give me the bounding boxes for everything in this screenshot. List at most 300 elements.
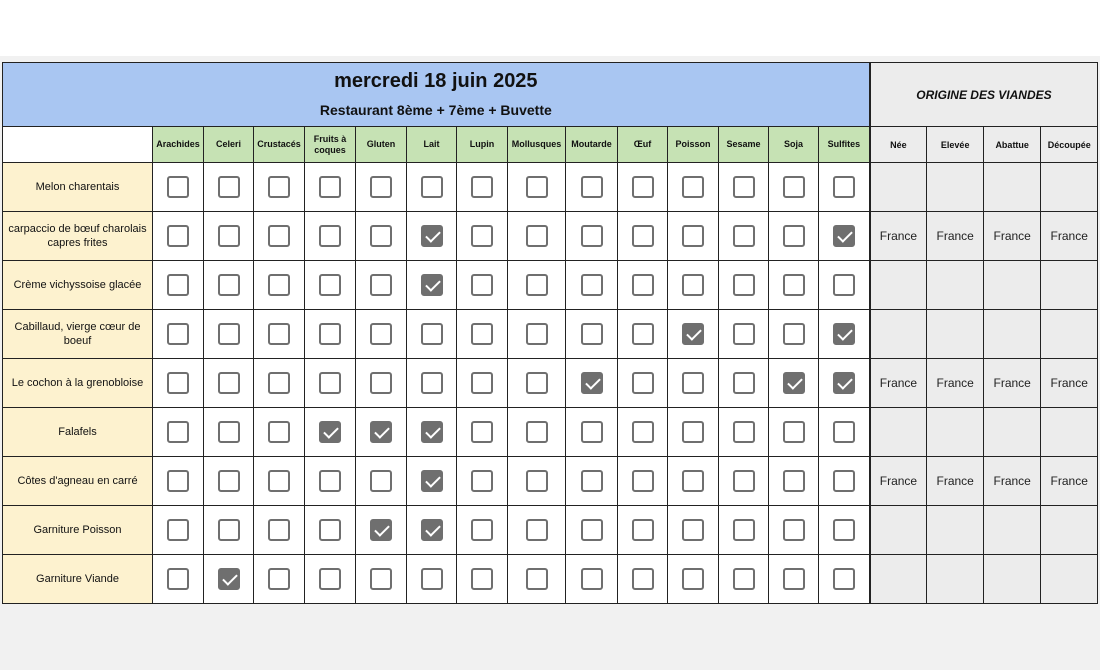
allergen-cell-mollusques bbox=[508, 261, 566, 310]
unchecked-checkbox-icon[interactable] bbox=[268, 568, 290, 590]
allergen-header-gluten: Gluten bbox=[356, 127, 407, 163]
origin-cell-decoupee bbox=[1041, 163, 1098, 212]
unchecked-checkbox-icon[interactable] bbox=[526, 323, 548, 345]
unchecked-checkbox-icon[interactable] bbox=[581, 568, 603, 590]
unchecked-checkbox-icon[interactable] bbox=[581, 519, 603, 541]
unchecked-checkbox-icon[interactable] bbox=[783, 176, 805, 198]
dish-name: Crème vichyssoise glacée bbox=[3, 261, 153, 310]
unchecked-checkbox-icon[interactable] bbox=[370, 568, 392, 590]
title-cell bbox=[3, 63, 870, 127]
origin-cell-nee bbox=[870, 506, 927, 555]
origin-cell-abattue bbox=[984, 163, 1041, 212]
dish-name: Garniture Poisson bbox=[3, 506, 153, 555]
origin-title: ORIGINE DES VIANDES bbox=[870, 63, 1098, 127]
allergen-cell-sulfites bbox=[819, 457, 870, 506]
allergen-cell-crustaces bbox=[254, 506, 305, 555]
unchecked-checkbox-icon[interactable] bbox=[218, 323, 240, 345]
table-row bbox=[3, 212, 1098, 261]
checked-checkbox-icon[interactable] bbox=[370, 519, 392, 541]
checked-checkbox-icon[interactable] bbox=[421, 274, 443, 296]
unchecked-checkbox-icon[interactable] bbox=[319, 470, 341, 492]
allergen-header-poisson: Poisson bbox=[668, 127, 719, 163]
allergen-cell-moutarde bbox=[566, 408, 618, 457]
unchecked-checkbox-icon[interactable] bbox=[783, 519, 805, 541]
unchecked-checkbox-icon[interactable] bbox=[319, 225, 341, 247]
unchecked-checkbox-icon[interactable] bbox=[581, 421, 603, 443]
allergen-cell-crustaces bbox=[254, 457, 305, 506]
allergen-cell-poisson bbox=[668, 408, 719, 457]
allergen-header-moutarde: Moutarde bbox=[566, 127, 618, 163]
unchecked-checkbox-icon[interactable] bbox=[581, 323, 603, 345]
unchecked-checkbox-icon[interactable] bbox=[319, 176, 341, 198]
unchecked-checkbox-icon[interactable] bbox=[167, 519, 189, 541]
dish-name: Cabillaud, vierge cœur de boeuf bbox=[3, 310, 153, 359]
unchecked-checkbox-icon[interactable] bbox=[783, 470, 805, 492]
allergen-cell-fruits-a-coques bbox=[305, 555, 356, 604]
allergen-cell-arachides bbox=[153, 261, 204, 310]
unchecked-checkbox-icon[interactable] bbox=[218, 421, 240, 443]
allergen-cell-arachides bbox=[153, 212, 204, 261]
allergen-cell-oeuf bbox=[618, 457, 668, 506]
checked-checkbox-icon[interactable] bbox=[682, 323, 704, 345]
allergen-cell-oeuf bbox=[618, 212, 668, 261]
allergen-cell-lupin bbox=[457, 457, 508, 506]
unchecked-checkbox-icon[interactable] bbox=[471, 568, 493, 590]
unchecked-checkbox-icon[interactable] bbox=[632, 323, 654, 345]
allergen-cell-sulfites bbox=[819, 359, 870, 408]
origin-cell-elevee: France bbox=[927, 359, 984, 408]
unchecked-checkbox-icon[interactable] bbox=[218, 372, 240, 394]
allergen-header-soja: Soja bbox=[769, 127, 819, 163]
unchecked-checkbox-icon[interactable] bbox=[421, 176, 443, 198]
allergen-cell-gluten bbox=[356, 261, 407, 310]
unchecked-checkbox-icon[interactable] bbox=[581, 470, 603, 492]
origin-header-elevee: Elevée bbox=[927, 127, 984, 163]
unchecked-checkbox-icon[interactable] bbox=[783, 323, 805, 345]
allergen-cell-soja bbox=[769, 261, 819, 310]
allergen-cell-gluten bbox=[356, 555, 407, 604]
unchecked-checkbox-icon[interactable] bbox=[833, 421, 855, 443]
origin-cell-nee bbox=[870, 261, 927, 310]
allergen-cell-soja bbox=[769, 163, 819, 212]
allergen-cell-soja bbox=[769, 506, 819, 555]
origin-cell-nee: France bbox=[870, 359, 927, 408]
origin-cell-abattue bbox=[984, 506, 1041, 555]
unchecked-checkbox-icon[interactable] bbox=[783, 568, 805, 590]
unchecked-checkbox-icon[interactable] bbox=[268, 176, 290, 198]
dish-header-blank bbox=[3, 127, 153, 163]
allergen-header-sulfites: Sulfites bbox=[819, 127, 870, 163]
origin-cell-elevee bbox=[927, 555, 984, 604]
unchecked-checkbox-icon[interactable] bbox=[581, 176, 603, 198]
origin-cell-decoupee bbox=[1041, 261, 1098, 310]
origin-cell-abattue bbox=[984, 261, 1041, 310]
allergen-cell-soja bbox=[769, 212, 819, 261]
checked-checkbox-icon[interactable] bbox=[783, 372, 805, 394]
allergen-header-mollusques: Mollusques bbox=[508, 127, 566, 163]
allergen-cell-poisson bbox=[668, 261, 719, 310]
unchecked-checkbox-icon[interactable] bbox=[268, 372, 290, 394]
allergen-cell-sesame bbox=[719, 408, 769, 457]
origin-cell-decoupee: France bbox=[1041, 212, 1098, 261]
unchecked-checkbox-icon[interactable] bbox=[632, 519, 654, 541]
unchecked-checkbox-icon[interactable] bbox=[833, 274, 855, 296]
unchecked-checkbox-icon[interactable] bbox=[370, 470, 392, 492]
origin-cell-elevee bbox=[927, 163, 984, 212]
unchecked-checkbox-icon[interactable] bbox=[783, 421, 805, 443]
unchecked-checkbox-icon[interactable] bbox=[218, 225, 240, 247]
allergen-cell-celeri bbox=[204, 506, 254, 555]
origin-cell-decoupee bbox=[1041, 408, 1098, 457]
unchecked-checkbox-icon[interactable] bbox=[733, 225, 755, 247]
origin-cell-nee bbox=[870, 310, 927, 359]
unchecked-checkbox-icon[interactable] bbox=[319, 519, 341, 541]
unchecked-checkbox-icon[interactable] bbox=[167, 176, 189, 198]
unchecked-checkbox-icon[interactable] bbox=[526, 225, 548, 247]
unchecked-checkbox-icon[interactable] bbox=[833, 568, 855, 590]
unchecked-checkbox-icon[interactable] bbox=[471, 421, 493, 443]
origin-cell-nee bbox=[870, 555, 927, 604]
unchecked-checkbox-icon[interactable] bbox=[471, 225, 493, 247]
allergen-cell-lupin bbox=[457, 555, 508, 604]
unchecked-checkbox-icon[interactable] bbox=[682, 519, 704, 541]
dish-name: Côtes d'agneau en carré bbox=[3, 457, 153, 506]
unchecked-checkbox-icon[interactable] bbox=[167, 274, 189, 296]
allergen-cell-gluten bbox=[356, 359, 407, 408]
allergen-cell-lait bbox=[407, 506, 457, 555]
unchecked-checkbox-icon[interactable] bbox=[632, 568, 654, 590]
allergen-cell-sesame bbox=[719, 163, 769, 212]
unchecked-checkbox-icon[interactable] bbox=[682, 274, 704, 296]
allergen-header-fruits-a-coques: Fruits à coques bbox=[305, 127, 356, 163]
unchecked-checkbox-icon[interactable] bbox=[370, 176, 392, 198]
dish-rows bbox=[3, 163, 1098, 604]
dish-name: Garniture Viande bbox=[3, 555, 153, 604]
allergen-cell-celeri bbox=[204, 261, 254, 310]
unchecked-checkbox-icon[interactable] bbox=[471, 372, 493, 394]
allergen-cell-lupin bbox=[457, 359, 508, 408]
allergen-cell-mollusques bbox=[508, 310, 566, 359]
allergen-header-celeri: Celeri bbox=[204, 127, 254, 163]
unchecked-checkbox-icon[interactable] bbox=[682, 176, 704, 198]
unchecked-checkbox-icon[interactable] bbox=[167, 323, 189, 345]
unchecked-checkbox-icon[interactable] bbox=[783, 274, 805, 296]
allergen-cell-gluten bbox=[356, 163, 407, 212]
allergen-cell-sesame bbox=[719, 359, 769, 408]
unchecked-checkbox-icon[interactable] bbox=[370, 225, 392, 247]
allergen-cell-arachides bbox=[153, 506, 204, 555]
unchecked-checkbox-icon[interactable] bbox=[526, 274, 548, 296]
allergen-cell-mollusques bbox=[508, 212, 566, 261]
unchecked-checkbox-icon[interactable] bbox=[268, 470, 290, 492]
unchecked-checkbox-icon[interactable] bbox=[471, 519, 493, 541]
allergen-cell-fruits-a-coques bbox=[305, 359, 356, 408]
unchecked-checkbox-icon[interactable] bbox=[218, 519, 240, 541]
unchecked-checkbox-icon[interactable] bbox=[167, 421, 189, 443]
allergen-cell-gluten bbox=[356, 212, 407, 261]
table-row bbox=[3, 359, 1098, 408]
unchecked-checkbox-icon[interactable] bbox=[471, 176, 493, 198]
unchecked-checkbox-icon[interactable] bbox=[268, 274, 290, 296]
unchecked-checkbox-icon[interactable] bbox=[471, 274, 493, 296]
unchecked-checkbox-icon[interactable] bbox=[421, 568, 443, 590]
unchecked-checkbox-icon[interactable] bbox=[632, 176, 654, 198]
allergen-cell-lupin bbox=[457, 408, 508, 457]
unchecked-checkbox-icon[interactable] bbox=[218, 176, 240, 198]
allergen-cell-sesame bbox=[719, 457, 769, 506]
allergen-cell-gluten bbox=[356, 506, 407, 555]
origin-cell-abattue: France bbox=[984, 359, 1041, 408]
allergen-cell-oeuf bbox=[618, 555, 668, 604]
unchecked-checkbox-icon[interactable] bbox=[526, 176, 548, 198]
unchecked-checkbox-icon[interactable] bbox=[319, 372, 341, 394]
allergen-cell-arachides bbox=[153, 457, 204, 506]
allergen-cell-lait bbox=[407, 310, 457, 359]
allergen-cell-gluten bbox=[356, 408, 407, 457]
allergen-cell-celeri bbox=[204, 163, 254, 212]
allergen-cell-crustaces bbox=[254, 310, 305, 359]
checked-checkbox-icon[interactable] bbox=[833, 372, 855, 394]
origin-cell-decoupee: France bbox=[1041, 457, 1098, 506]
allergen-cell-moutarde bbox=[566, 359, 618, 408]
unchecked-checkbox-icon[interactable] bbox=[526, 568, 548, 590]
unchecked-checkbox-icon[interactable] bbox=[268, 323, 290, 345]
allergen-cell-lupin bbox=[457, 310, 508, 359]
unchecked-checkbox-icon[interactable] bbox=[632, 421, 654, 443]
unchecked-checkbox-icon[interactable] bbox=[581, 225, 603, 247]
allergen-cell-lait bbox=[407, 457, 457, 506]
unchecked-checkbox-icon[interactable] bbox=[733, 470, 755, 492]
unchecked-checkbox-icon[interactable] bbox=[632, 372, 654, 394]
allergen-cell-oeuf bbox=[618, 408, 668, 457]
origin-cell-abattue: France bbox=[984, 212, 1041, 261]
unchecked-checkbox-icon[interactable] bbox=[733, 421, 755, 443]
origin-cell-decoupee bbox=[1041, 310, 1098, 359]
allergen-cell-sesame bbox=[719, 310, 769, 359]
table-row bbox=[3, 408, 1098, 457]
dish-name: carpaccio de bœuf charolais capres frites bbox=[3, 212, 153, 261]
allergen-cell-soja bbox=[769, 359, 819, 408]
allergen-cell-moutarde bbox=[566, 506, 618, 555]
allergen-cell-sulfites bbox=[819, 212, 870, 261]
unchecked-checkbox-icon[interactable] bbox=[526, 470, 548, 492]
unchecked-checkbox-icon[interactable] bbox=[733, 274, 755, 296]
allergen-cell-lupin bbox=[457, 163, 508, 212]
allergen-cell-crustaces bbox=[254, 261, 305, 310]
allergen-cell-celeri bbox=[204, 555, 254, 604]
allergen-cell-arachides bbox=[153, 555, 204, 604]
allergen-cell-sulfites bbox=[819, 506, 870, 555]
allergen-cell-crustaces bbox=[254, 212, 305, 261]
unchecked-checkbox-icon[interactable] bbox=[471, 323, 493, 345]
origin-cell-abattue: France bbox=[984, 457, 1041, 506]
checked-checkbox-icon[interactable] bbox=[421, 421, 443, 443]
allergen-cell-crustaces bbox=[254, 555, 305, 604]
origin-header-abattue: Abattue bbox=[984, 127, 1041, 163]
column-header-row bbox=[3, 127, 1098, 163]
origin-cell-elevee bbox=[927, 408, 984, 457]
allergen-cell-sesame bbox=[719, 555, 769, 604]
checked-checkbox-icon[interactable] bbox=[319, 421, 341, 443]
allergen-cell-lait bbox=[407, 555, 457, 604]
unchecked-checkbox-icon[interactable] bbox=[733, 176, 755, 198]
checked-checkbox-icon[interactable] bbox=[421, 470, 443, 492]
unchecked-checkbox-icon[interactable] bbox=[833, 176, 855, 198]
allergen-cell-crustaces bbox=[254, 408, 305, 457]
origin-cell-nee: France bbox=[870, 457, 927, 506]
allergen-cell-poisson bbox=[668, 212, 719, 261]
allergen-cell-mollusques bbox=[508, 359, 566, 408]
unchecked-checkbox-icon[interactable] bbox=[682, 568, 704, 590]
unchecked-checkbox-icon[interactable] bbox=[833, 519, 855, 541]
unchecked-checkbox-icon[interactable] bbox=[526, 372, 548, 394]
dish-name: Le cochon à la grenobloise bbox=[3, 359, 153, 408]
origin-cell-elevee: France bbox=[927, 457, 984, 506]
unchecked-checkbox-icon[interactable] bbox=[733, 323, 755, 345]
allergen-cell-poisson bbox=[668, 163, 719, 212]
unchecked-checkbox-icon[interactable] bbox=[733, 519, 755, 541]
unchecked-checkbox-icon[interactable] bbox=[268, 519, 290, 541]
unchecked-checkbox-icon[interactable] bbox=[682, 421, 704, 443]
unchecked-checkbox-icon[interactable] bbox=[471, 470, 493, 492]
table-row bbox=[3, 310, 1098, 359]
unchecked-checkbox-icon[interactable] bbox=[632, 470, 654, 492]
allergen-cell-celeri bbox=[204, 359, 254, 408]
origin-cell-abattue bbox=[984, 310, 1041, 359]
allergen-cell-mollusques bbox=[508, 457, 566, 506]
unchecked-checkbox-icon[interactable] bbox=[526, 519, 548, 541]
allergen-cell-fruits-a-coques bbox=[305, 310, 356, 359]
unchecked-checkbox-icon[interactable] bbox=[733, 372, 755, 394]
allergen-cell-oeuf bbox=[618, 506, 668, 555]
allergen-cell-crustaces bbox=[254, 163, 305, 212]
allergen-cell-sesame bbox=[719, 506, 769, 555]
unchecked-checkbox-icon[interactable] bbox=[421, 323, 443, 345]
checked-checkbox-icon[interactable] bbox=[370, 421, 392, 443]
origin-cell-abattue bbox=[984, 408, 1041, 457]
unchecked-checkbox-icon[interactable] bbox=[421, 372, 443, 394]
allergen-cell-sulfites bbox=[819, 163, 870, 212]
unchecked-checkbox-icon[interactable] bbox=[268, 421, 290, 443]
checked-checkbox-icon[interactable] bbox=[833, 225, 855, 247]
origin-cell-nee bbox=[870, 163, 927, 212]
allergen-cell-moutarde bbox=[566, 261, 618, 310]
table-row bbox=[3, 457, 1098, 506]
allergen-header-arachides: Arachides bbox=[153, 127, 204, 163]
origin-cell-elevee bbox=[927, 310, 984, 359]
allergen-header-lait: Lait bbox=[407, 127, 457, 163]
allergen-cell-mollusques bbox=[508, 555, 566, 604]
unchecked-checkbox-icon[interactable] bbox=[733, 568, 755, 590]
allergen-cell-sulfites bbox=[819, 408, 870, 457]
table-row bbox=[3, 506, 1098, 555]
allergen-cell-fruits-a-coques bbox=[305, 408, 356, 457]
unchecked-checkbox-icon[interactable] bbox=[783, 225, 805, 247]
checked-checkbox-icon[interactable] bbox=[421, 519, 443, 541]
allergen-cell-fruits-a-coques bbox=[305, 261, 356, 310]
allergen-cell-fruits-a-coques bbox=[305, 212, 356, 261]
unchecked-checkbox-icon[interactable] bbox=[632, 225, 654, 247]
allergen-cell-celeri bbox=[204, 457, 254, 506]
table-row bbox=[3, 163, 1098, 212]
unchecked-checkbox-icon[interactable] bbox=[218, 274, 240, 296]
unchecked-checkbox-icon[interactable] bbox=[370, 274, 392, 296]
unchecked-checkbox-icon[interactable] bbox=[526, 421, 548, 443]
allergen-header-crustaces: Crustacés bbox=[254, 127, 305, 163]
allergen-cell-lupin bbox=[457, 261, 508, 310]
allergen-cell-fruits-a-coques bbox=[305, 506, 356, 555]
unchecked-checkbox-icon[interactable] bbox=[370, 372, 392, 394]
dish-name: Falafels bbox=[3, 408, 153, 457]
unchecked-checkbox-icon[interactable] bbox=[682, 470, 704, 492]
unchecked-checkbox-icon[interactable] bbox=[833, 470, 855, 492]
allergen-cell-poisson bbox=[668, 506, 719, 555]
allergen-cell-mollusques bbox=[508, 506, 566, 555]
origin-cell-abattue bbox=[984, 555, 1041, 604]
unchecked-checkbox-icon[interactable] bbox=[167, 568, 189, 590]
allergen-cell-oeuf bbox=[618, 261, 668, 310]
allergen-cell-soja bbox=[769, 408, 819, 457]
unchecked-checkbox-icon[interactable] bbox=[370, 323, 392, 345]
unchecked-checkbox-icon[interactable] bbox=[167, 225, 189, 247]
allergen-cell-poisson bbox=[668, 310, 719, 359]
allergen-cell-poisson bbox=[668, 555, 719, 604]
checked-checkbox-icon[interactable] bbox=[581, 372, 603, 394]
unchecked-checkbox-icon[interactable] bbox=[581, 274, 603, 296]
origin-cell-nee: France bbox=[870, 212, 927, 261]
allergen-cell-sulfites bbox=[819, 555, 870, 604]
unchecked-checkbox-icon[interactable] bbox=[682, 372, 704, 394]
allergen-cell-sulfites bbox=[819, 310, 870, 359]
allergen-cell-arachides bbox=[153, 163, 204, 212]
origin-cell-elevee bbox=[927, 506, 984, 555]
dish-name: Melon charentais bbox=[3, 163, 153, 212]
unchecked-checkbox-icon[interactable] bbox=[632, 274, 654, 296]
allergen-cell-arachides bbox=[153, 408, 204, 457]
unchecked-checkbox-icon[interactable] bbox=[167, 470, 189, 492]
allergen-cell-lupin bbox=[457, 506, 508, 555]
allergen-cell-moutarde bbox=[566, 457, 618, 506]
allergen-cell-crustaces bbox=[254, 359, 305, 408]
allergen-cell-moutarde bbox=[566, 212, 618, 261]
allergen-cell-fruits-a-coques bbox=[305, 457, 356, 506]
allergen-cell-sesame bbox=[719, 212, 769, 261]
restaurant-name: Restaurant 8ème + 7ème + Buvette bbox=[319, 101, 552, 118]
menu-date: mercredi 18 juin 2025 bbox=[334, 69, 538, 92]
unchecked-checkbox-icon[interactable] bbox=[682, 225, 704, 247]
checked-checkbox-icon[interactable] bbox=[218, 568, 240, 590]
allergen-cell-soja bbox=[769, 555, 819, 604]
checked-checkbox-icon[interactable] bbox=[833, 323, 855, 345]
unchecked-checkbox-icon[interactable] bbox=[218, 470, 240, 492]
unchecked-checkbox-icon[interactable] bbox=[319, 323, 341, 345]
allergen-cell-oeuf bbox=[618, 310, 668, 359]
origin-cell-elevee: France bbox=[927, 212, 984, 261]
unchecked-checkbox-icon[interactable] bbox=[319, 568, 341, 590]
allergen-cell-lait bbox=[407, 163, 457, 212]
unchecked-checkbox-icon[interactable] bbox=[167, 372, 189, 394]
allergen-cell-gluten bbox=[356, 310, 407, 359]
checked-checkbox-icon[interactable] bbox=[421, 225, 443, 247]
unchecked-checkbox-icon[interactable] bbox=[268, 225, 290, 247]
allergen-cell-moutarde bbox=[566, 555, 618, 604]
allergen-cell-mollusques bbox=[508, 408, 566, 457]
allergen-cell-lait bbox=[407, 261, 457, 310]
allergen-cell-moutarde bbox=[566, 163, 618, 212]
allergen-header-lupin: Lupin bbox=[457, 127, 508, 163]
unchecked-checkbox-icon[interactable] bbox=[319, 274, 341, 296]
allergen-cell-lait bbox=[407, 212, 457, 261]
